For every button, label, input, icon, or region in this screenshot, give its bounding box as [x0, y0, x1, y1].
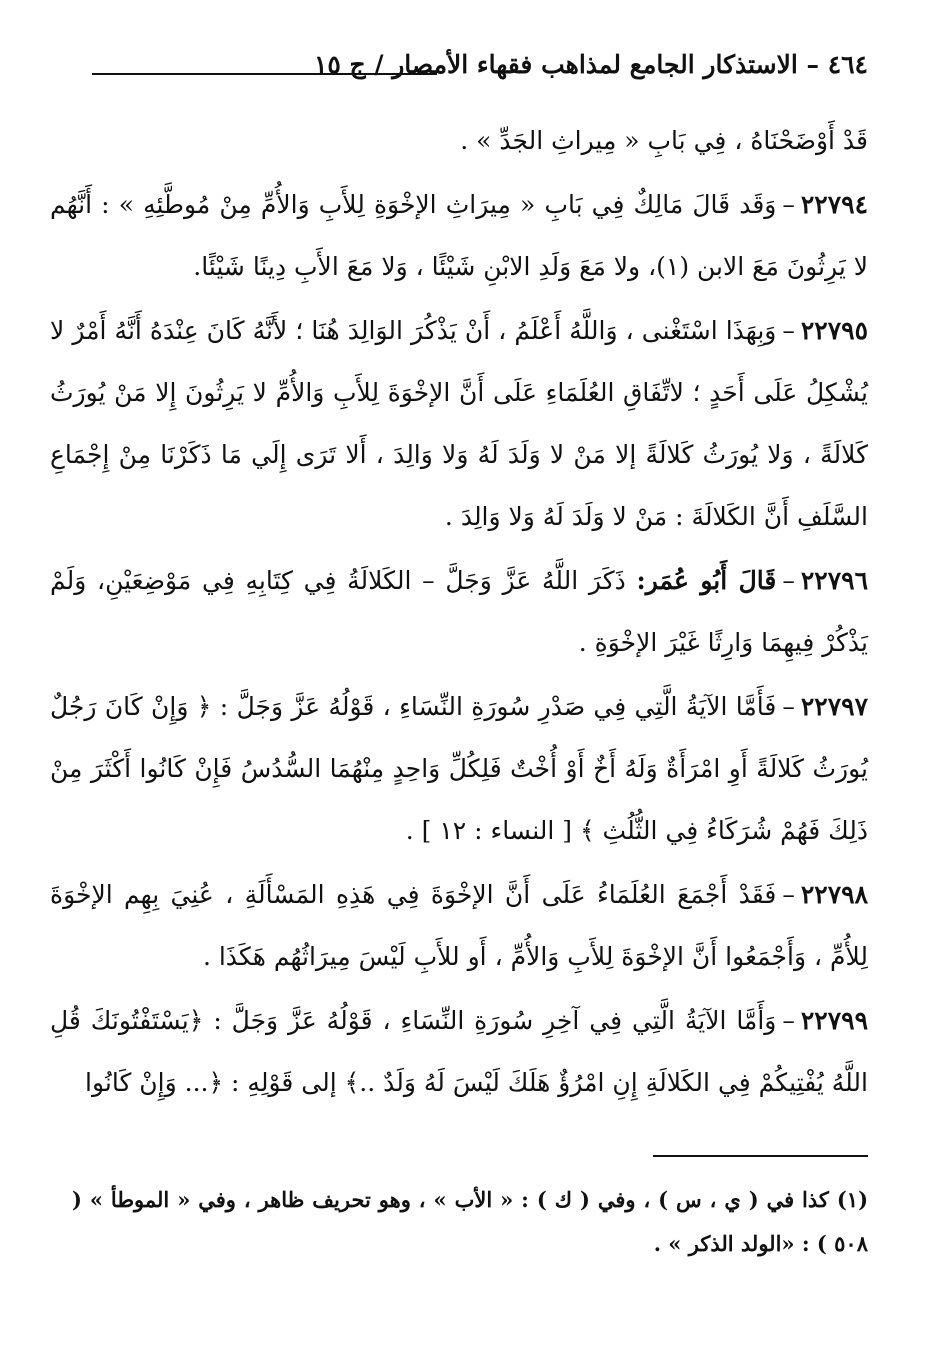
main-text	[50, 110, 868, 1114]
number-dash: –	[782, 880, 795, 909]
paragraph-22798	[50, 864, 868, 988]
paragraph-22796	[50, 550, 868, 674]
paragraph-text: وَبِهَذَا اسْتَغْنى ، وَاللَّهُ أَعْلَمُ ، أَنْ يَذْكُرَ الوَالِدَ هُنَا ؛ لأَنَّهُ كَانَ عِنْدَهُ أَنَّهُ أَمْرٌ لا يُشْكِلُ عَلَى أَحَدٍ ؛ لاتِّفَاقِ العُلَمَاءِ عَلَى أَنَّ الإخْوَةَ لِلأَبِ وَالأُمِّ لا يَرِثُونَ إِلا مَنْ يُورَثُ كَلالَةً ، وَلا يُورَثُ كَلالَةً إلا مَنْ لا وَلَدَ لَهُ وَلا وَالِدَ ، أَلا تَرَى إِلَي مَا ذَكَرْنَا مِنْ إِجْمَاعِ السَّلَفِ أَنَّ الكَلالَةَ : مَنْ لا وَلَدَ لَهُ وَلا وَالِدَ .	[50, 316, 868, 531]
paragraph-number: ٢٢٧٩٥	[800, 316, 868, 345]
paragraph-number: ٢٢٧٩٩	[800, 1006, 868, 1035]
paragraph-number: ٢٢٧٩٦	[800, 566, 868, 595]
paragraph-22794	[50, 174, 868, 298]
paragraph-text: وَقَد قَالَ مَالِكٌ فِي بَابِ « مِيرَاثِ الإخْوَةِ لِلأَبِ وَالأُمِّ مِنْ مُوطَّئِهِ » : أَنَّهُم لا يَرِثُونَ مَعَ الابن (١)، ولا مَعَ وَلَدِ الابْنِ شَيْئًا ، وَلا مَعَ الأَبِ دِينًا شَيْئًا.	[50, 190, 868, 281]
header-title: ٤٦٤ – الاستذكار الجامع لمذاهب فقهاء الأمصار / ج ١٥	[313, 50, 868, 79]
paragraph-number: ٢٢٧٩٨	[800, 880, 868, 909]
paragraph-text: فَقَدْ أَجْمَعَ العُلَمَاءُ عَلَى أَنَّ الإخْوَةَ فِي هَذِهِ المَسْأَلَةِ ، عُنِيَ بِهِم الإخْوَةَ لِلأُمِّ ، وَأَجْمَعُوا أَنَّ الإخْوَةَ لِلأَبِ وَالأُمِّ ، أَو للأَبِ لَيْسَ مِيرَاثُهُم هَكَذَا .	[50, 880, 868, 971]
number-dash: –	[782, 692, 795, 721]
speaker-name: قَالَ أَبُو عُمَر:	[636, 566, 777, 595]
number-dash: –	[782, 190, 795, 219]
paragraph-number: ٢٢٧٩٧	[800, 692, 868, 721]
paragraph-text: ذَكَرَ اللَّهُ عَزَّ وَجَلَّ – الكَلالَةُ فِي كِتَابِهِ فِي مَوْضِعَيْنِ، وَلَمْ يَذْكُرْ فِيهِمَا وَارِثًا غَيْرَ الإخْوَةِ .	[50, 566, 868, 657]
paragraph-text: فَأَمَّا الآيَةُ الَّتِي فِي صَدْرِ سُورَةِ النِّسَاءِ ، قَوْلُهُ عَزَّ وَجَلَّ : ﴿ وَإِنْ كَانَ رَجُلٌ يُورَثُ كَلالَةً أَوِ امْرَأَةٌ وَلَهُ أَخٌ أَوْ أُخْتٌ فَلِكُلِّ وَاحِدٍ مِنْهُمَا السُّدُسُ فَإِنْ كَانُوا أَكْثَرَ مِنْ ذَلِكَ فَهُمْ شُرَكَاءُ فِي الثُّلُثِ ﴾ [ النساء : ١٢ ] .	[50, 692, 868, 845]
footnote-rule	[653, 1155, 868, 1157]
number-dash: –	[782, 566, 795, 595]
paragraph-continuation	[50, 110, 868, 172]
footnotes	[72, 1178, 868, 1266]
paragraph-text: وَأَمَّا الآيَةُ الَّتِي فِي آخِرِ سُورَةِ النِّسَاءِ ، قَوْلُهُ عَزَّ وَجَلَّ : ﴿يَسْتَفْتُونَكَ قُلِ اللَّهُ يُفْتِيكُمْ فِي الكَلالَةِ إِنِ امْرُؤٌ هَلَكَ لَيْسَ لَهُ وَلَدٌ ..﴾ إلى قَوْلِهِ : ﴿... وَإِنْ كَانُوا	[50, 1006, 868, 1097]
paragraph-22797	[50, 676, 868, 862]
number-dash: –	[782, 316, 795, 345]
paragraph-22795	[50, 300, 868, 548]
paragraph-22799	[50, 990, 868, 1114]
header-rule	[92, 73, 437, 75]
paragraph-text: قَدْ أَوْضَحْنَاهُ ، فِي بَابِ « مِيراثِ الجَدِّ » .	[460, 126, 868, 155]
paragraph-number: ٢٢٧٩٤	[800, 190, 868, 219]
number-dash: –	[782, 1006, 795, 1035]
footnote-1: (١) كذا في ( ي ، س ) ، وفي ( ك ) : « الأب » ، وهو تحريف ظاهر ، وفي « الموطأ » ( ٥٠٨ ) : «الولد الذكر » .	[72, 1187, 868, 1256]
running-header	[92, 50, 868, 96]
